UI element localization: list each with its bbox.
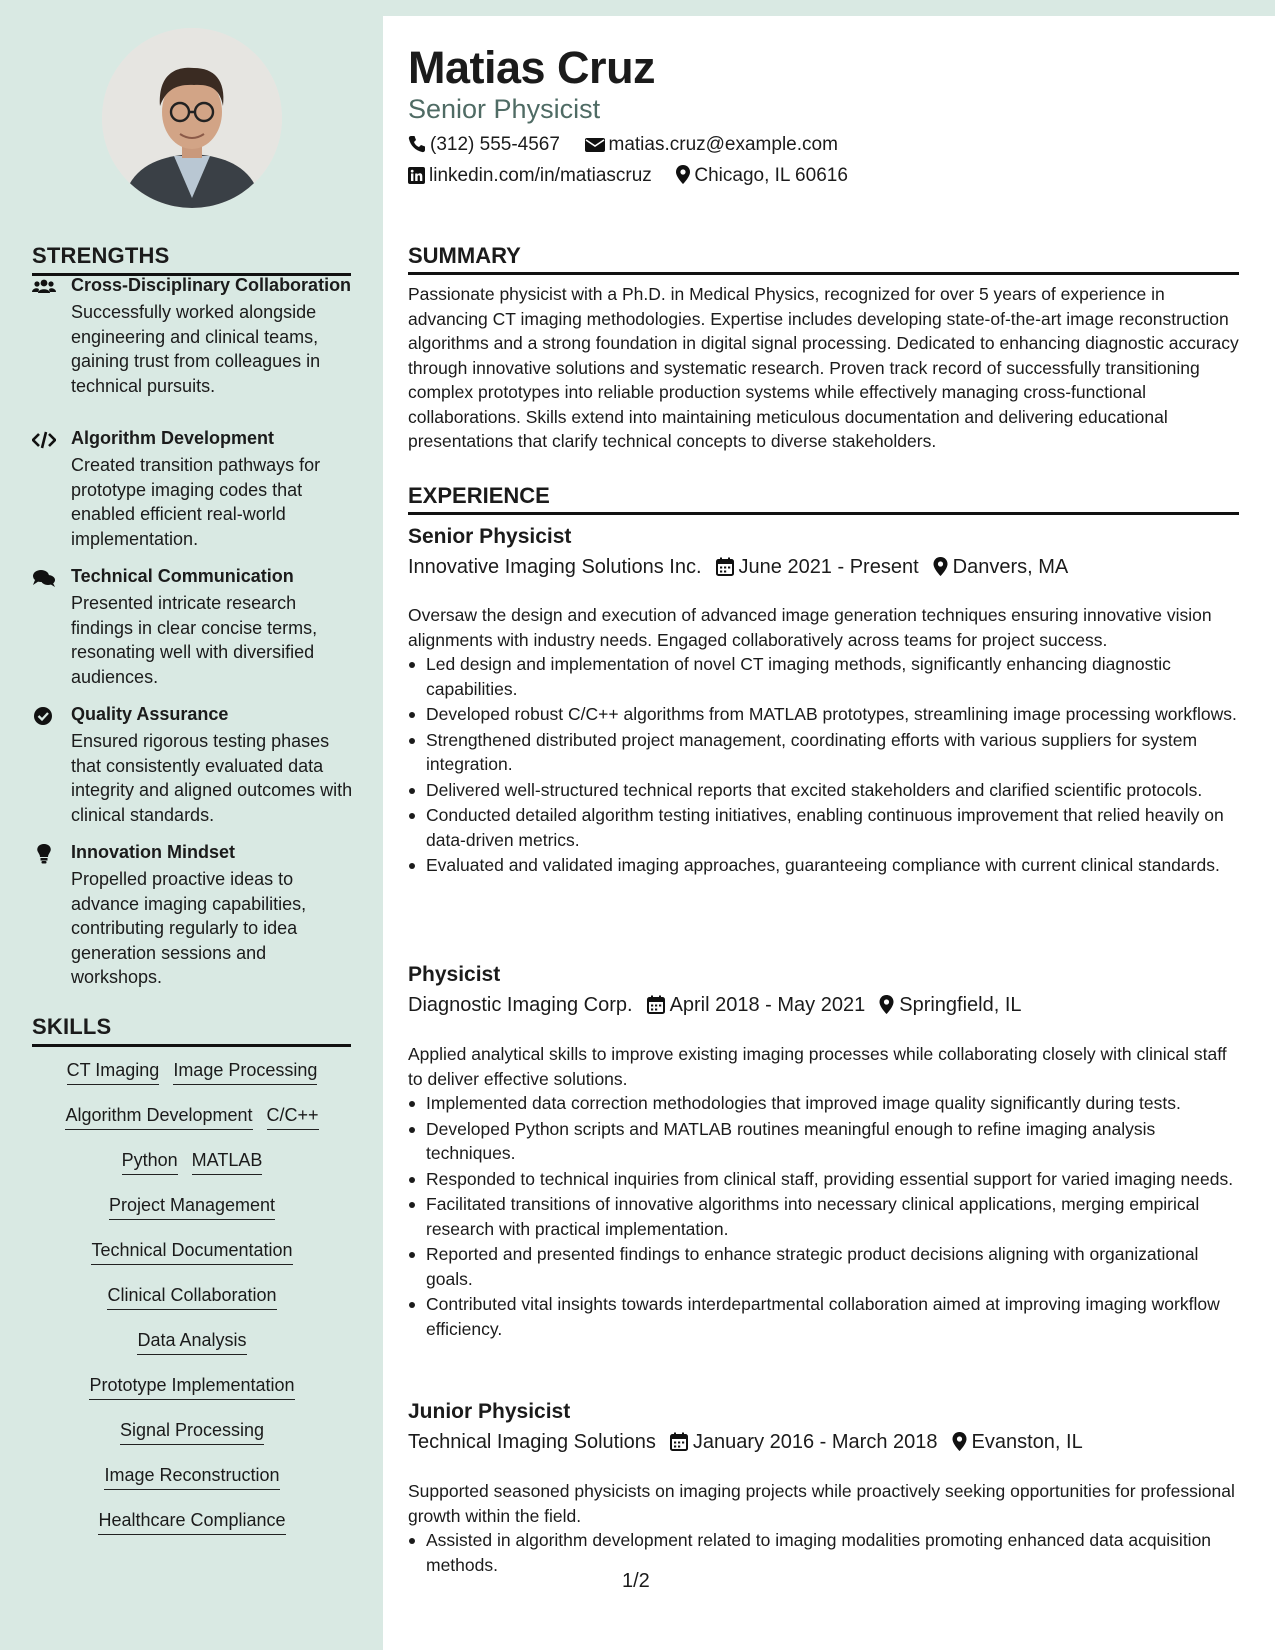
bullet-item: Evaluated and validated imaging approaches, guaranteeing compliance with current clinical standards. [408, 853, 1243, 878]
job-bullets [408, 652, 1243, 879]
email-link[interactable]: matias.cruz@example.com [608, 134, 838, 155]
comments-icon [32, 568, 56, 588]
location-text: Chicago, IL 60616 [694, 165, 848, 186]
skills-heading: SKILLS [32, 1014, 351, 1047]
job-title: Physicist [408, 963, 501, 986]
job-dates: June 2021 - Present [738, 556, 919, 578]
candidate-name: Matias Cruz [408, 42, 656, 93]
company-name: Diagnostic Imaging Corp. [408, 994, 633, 1016]
summary-heading: SUMMARY [408, 243, 1239, 275]
skill-tag: MATLAB [192, 1148, 263, 1175]
phone-link[interactable]: (312) 555-4567 [430, 134, 560, 155]
job-bullets [408, 1091, 1243, 1342]
bullet-item: Implemented data correction methodologies that improved image quality significantly during tests. [408, 1091, 1243, 1116]
skill-tag: Python [122, 1148, 178, 1175]
skill-tag: Image Reconstruction [104, 1463, 279, 1490]
job-title: Senior Physicist [408, 525, 572, 548]
job-location: Danvers, MA [952, 556, 1069, 578]
job-location: Springfield, IL [899, 994, 1022, 1016]
skill-tag: Clinical Collaboration [107, 1283, 276, 1310]
job-meta [408, 556, 1068, 582]
code-icon [32, 430, 56, 450]
strength-title: Technical Communication [71, 566, 294, 586]
strength-title: Cross-Disciplinary Collaboration [71, 275, 352, 295]
bullet-item: Led design and implementation of novel CT imaging methods, significantly enhancing diagnostic capabilities. [408, 652, 1243, 701]
strength-title: Quality Assurance [71, 704, 229, 724]
calendar-icon [670, 1432, 688, 1457]
bullet-item: Responded to technical inquiries from clinical staff, providing essential support for varied imaging needs. [408, 1167, 1243, 1192]
map-pin-icon [933, 557, 948, 582]
calendar-icon [647, 995, 665, 1020]
skill-tag: Data Analysis [137, 1328, 246, 1355]
job-dates: April 2018 - May 2021 [669, 994, 866, 1016]
skill-tag: Image Processing [173, 1058, 317, 1085]
job-meta [408, 994, 1022, 1020]
skill-tag: C/C++ [267, 1103, 319, 1130]
bullet-item: Reported and presented findings to enhance strategic product decisions aligning with organizational goals. [408, 1242, 1243, 1291]
strength-description: Presented intricate research findings in clear concise terms, resonating well with diversified audiences. [71, 593, 318, 687]
bullet-item: Developed robust C/C++ algorithms from MATLAB prototypes, streamlining image processing workflows. [408, 702, 1243, 727]
map-pin-icon [879, 995, 894, 1020]
map-pin-icon [952, 1432, 967, 1457]
strength-description: Propelled proactive ideas to advance imaging capabilities, contributing regularly to idea generation sessions and workshops. [71, 869, 307, 987]
sidebar [0, 0, 383, 1650]
check-circle-icon [32, 706, 56, 726]
job-title: Junior Physicist [408, 1400, 571, 1423]
job-location: Evanston, IL [971, 1431, 1083, 1453]
job-bullets [408, 1528, 1243, 1578]
skill-tag: Signal Processing [120, 1418, 264, 1445]
main-content [383, 16, 1275, 1650]
job-meta [408, 1431, 1083, 1457]
bullet-item: Assisted in algorithm development related to imaging modalities promoting enhanced data acquisition methods. [408, 1528, 1243, 1577]
summary-text: Passionate physicist with a Ph.D. in Medical Physics, recognized for over 5 years of experience in advancing CT imaging methodologies. Expertise includes developing state-of-the-art image reconstruction algorithms and a strong foundation in digital signal processing. Dedicated to enhancing diagnostic accuracy through innovative solutions and systematic research. Proven track record of successfully transitioning complex prototypes into reliable production systems while effectively managing cross-functional collaborations. Skills extend into maintaining meticulous documentation and delivering educational presentations that clarify technical concepts to diverse stakeholders. [408, 284, 1239, 451]
skill-tag: Prototype Implementation [89, 1373, 294, 1400]
experience-heading: EXPERIENCE [408, 483, 1239, 515]
page-number: 1/2 [622, 1570, 650, 1592]
phone-icon [408, 135, 426, 159]
map-pin-icon [676, 165, 690, 190]
strength-description: Created transition pathways for prototype imaging codes that enabled efficient real-world implementation. [71, 455, 321, 549]
bullet-item: Contributed vital insights towards interdepartmental collaboration aimed at improving imaging workflow efficiency. [408, 1292, 1243, 1341]
strength-title: Innovation Mindset [71, 842, 235, 862]
profile-photo [102, 28, 282, 208]
bullet-item: Facilitated transitions of innovative algorithms into necessary clinical applications, merging empirical research with practical implementation. [408, 1192, 1243, 1241]
strength-description: Successfully worked alongside engineering and clinical teams, gaining trust from colleagues in technical pursuits. [71, 302, 321, 396]
job-description: Applied analytical skills to improve existing imaging processes while collaborating closely with clinical staff to deliver effective solutions. [408, 1044, 1227, 1089]
bullet-item: Developed Python scripts and MATLAB routines meaningful enough to refine imaging analysis techniques. [408, 1117, 1243, 1166]
linkedin-link[interactable]: linkedin.com/in/matiascruz [429, 165, 652, 186]
skills-list [32, 1058, 352, 1553]
linkedin-icon [408, 167, 425, 190]
candidate-title: Senior Physicist [408, 94, 601, 124]
skill-tag: Algorithm Development [65, 1103, 252, 1130]
skill-tag: CT Imaging [67, 1058, 160, 1085]
envelope-icon [585, 137, 605, 159]
job-description: Supported seasoned physicists on imaging projects while proactively seeking opportunities for professional growth within the field. [408, 1481, 1235, 1526]
job-dates: January 2016 - March 2018 [692, 1431, 938, 1453]
bullet-item: Conducted detailed algorithm testing initiatives, enabling continuous improvement that relied heavily on data-driven metrics. [408, 803, 1243, 852]
strength-title: Algorithm Development [71, 428, 275, 448]
company-name: Innovative Imaging Solutions Inc. [408, 556, 702, 578]
contact-row [408, 165, 848, 190]
bullet-item: Delivered well-structured technical reports that excited stakeholders and clarified scientific protocols. [408, 778, 1243, 803]
job-description: Oversaw the design and execution of advanced image generation techniques ensuring innovative vision alignments with industry needs. Engaged collaboratively across teams for project success. [408, 605, 1212, 650]
calendar-icon [716, 557, 734, 582]
strengths-heading: STRENGTHS [32, 243, 351, 276]
skill-tag: Healthcare Compliance [98, 1508, 285, 1535]
skill-tag: Project Management [109, 1193, 275, 1220]
users-icon [32, 277, 56, 297]
strength-description: Ensured rigorous testing phases that consistently evaluated data integrity and aligned outcomes with clinical standards. [71, 731, 353, 825]
company-name: Technical Imaging Solutions [408, 1431, 656, 1453]
contact-row [408, 134, 838, 159]
lightbulb-icon [32, 844, 56, 864]
skill-tag: Technical Documentation [91, 1238, 292, 1265]
bullet-item: Strengthened distributed project management, coordinating efforts with various suppliers for system integration. [408, 728, 1243, 777]
